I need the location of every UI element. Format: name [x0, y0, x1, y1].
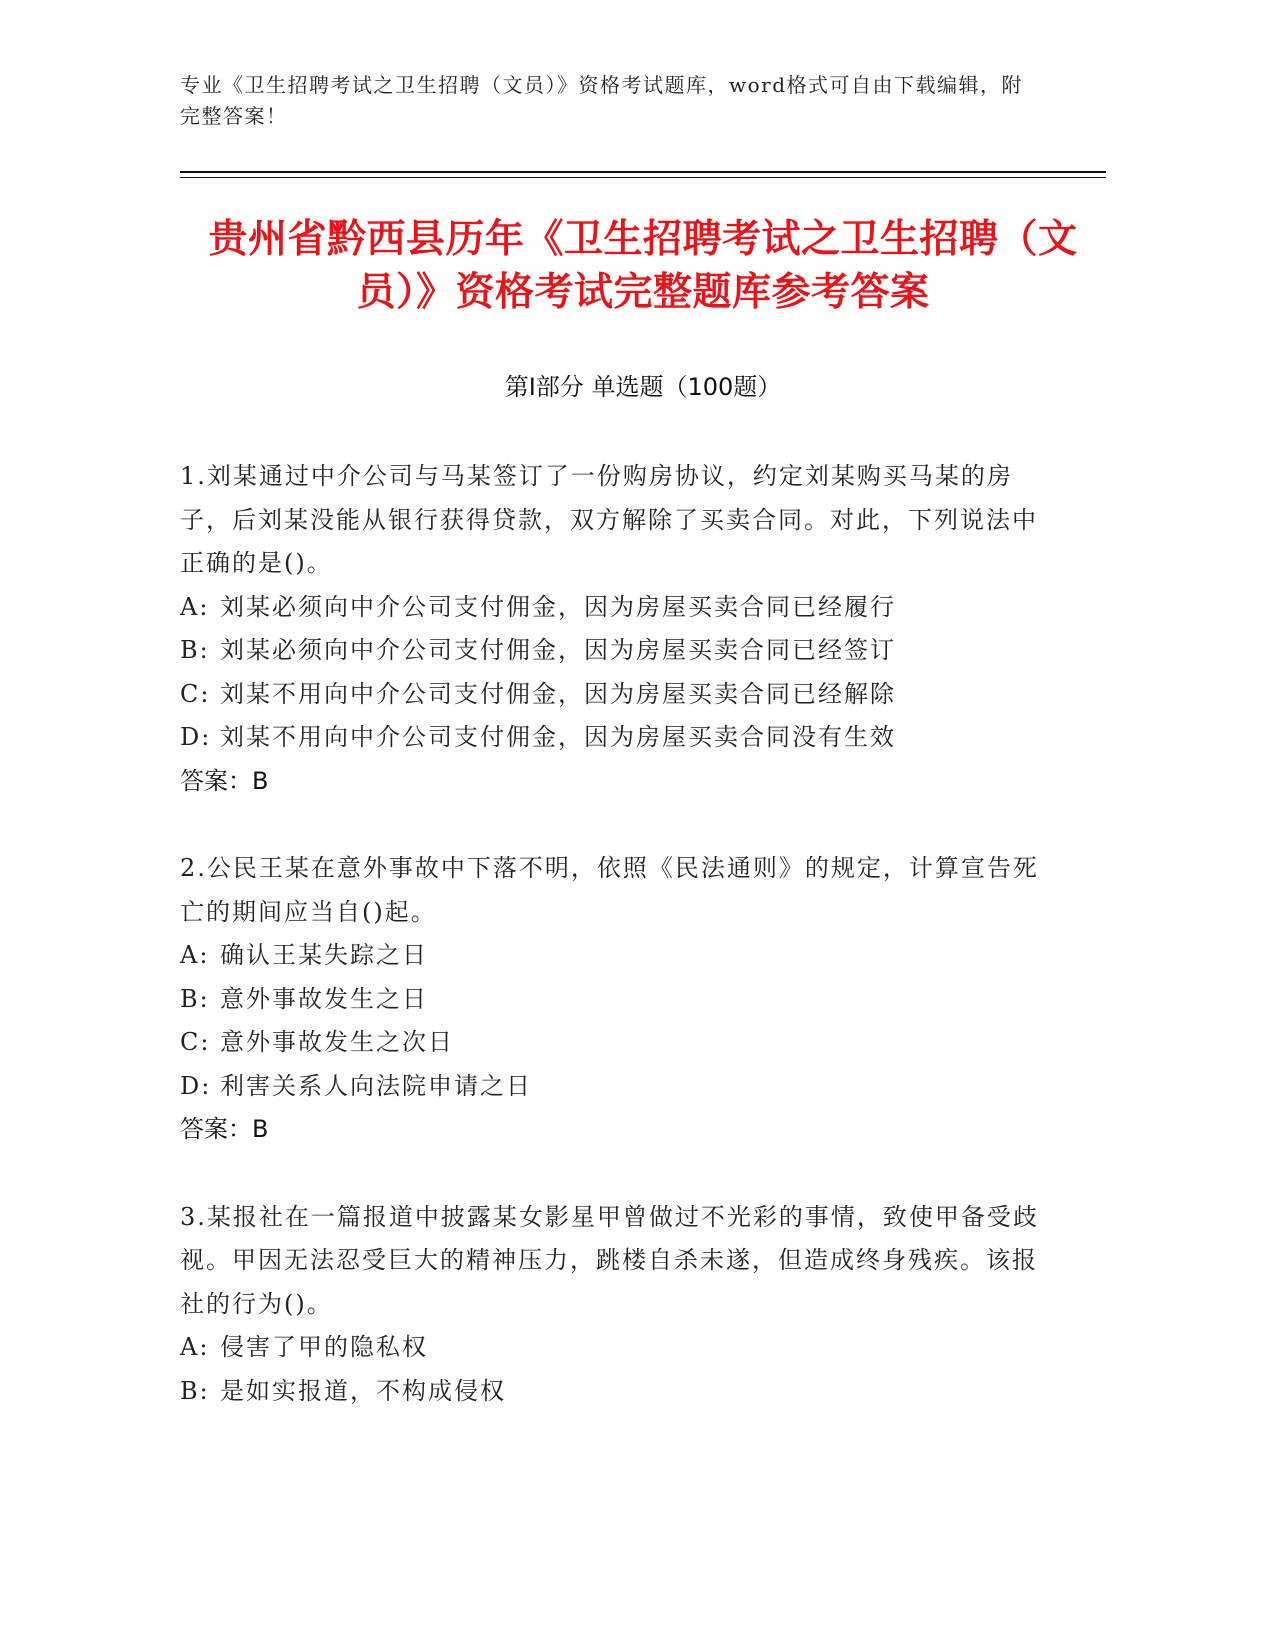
option-text: 刘某必须向中介公司支付佣金，因为房屋买卖合同已经履行 — [220, 592, 896, 621]
option-text: 刘某必须向中介公司支付佣金，因为房屋买卖合同已经签订 — [220, 636, 896, 664]
option-a — [180, 586, 1040, 630]
option-letter: D: — [180, 723, 212, 751]
option-text: 意外事故发生之次日 — [220, 1028, 454, 1056]
option-letter: D: — [180, 1071, 212, 1100]
option-text: 利害关系人向法院申请之日 — [220, 1071, 532, 1100]
question-3 — [180, 1196, 1040, 1414]
question-list — [180, 455, 1040, 1457]
option-letter: B: — [180, 636, 210, 664]
option-text: 侵害了甲的隐私权 — [220, 1333, 428, 1361]
option-letter: C: — [180, 679, 211, 708]
option-a — [180, 934, 1040, 978]
option-letter: B: — [180, 984, 210, 1013]
option-a — [180, 1326, 1040, 1370]
option-letter: A: — [180, 1333, 210, 1361]
answer-line: 答案：B — [180, 766, 269, 795]
option-letter: A: — [180, 941, 210, 969]
question-stem: 1.刘某通过中介公司与马某签订了一份购房协议，约定刘某购买马某的房子，后刘某没能从银行获得贷款，双方解除了买卖合同。对此，下列说法中正确的是()。 — [180, 462, 1038, 577]
header-divider — [180, 171, 1106, 178]
document-title: 贵州省黔西县历年《卫生招聘考试之卫生招聘（文员）》资格考试完整题库参考答案 — [208, 217, 1078, 315]
option-text: 刘某不用向中介公司支付佣金，因为房屋买卖合同已经解除 — [220, 679, 896, 708]
option-text: 刘某不用向中介公司支付佣金，因为房屋买卖合同没有生效 — [220, 723, 896, 751]
option-d — [180, 1065, 1040, 1109]
option-b — [180, 1370, 1040, 1414]
question-1 — [180, 455, 1040, 803]
option-text: 意外事故发生之日 — [220, 984, 428, 1013]
option-letter: A: — [180, 592, 210, 621]
question-stem: 3.某报社在一篇报道中披露某女影星甲曾做过不光彩的事情，致使甲备受歧视。甲因无法忍受巨大的精神压力，跳楼自杀未遂，但造成终身残疾。该报社的行为()。 — [180, 1202, 1039, 1318]
option-d — [180, 716, 1040, 760]
option-text: 是如实报道，不构成侵权 — [220, 1376, 506, 1405]
option-letter: B: — [180, 1376, 210, 1405]
option-c — [180, 673, 1040, 717]
question-2 — [180, 847, 1040, 1152]
option-b — [180, 978, 1040, 1022]
option-c — [180, 1021, 1040, 1065]
question-stem: 2.公民王某在意外事故中下落不明，依照《民法通则》的规定，计算宣告死亡的期间应当自()起。 — [180, 854, 1039, 926]
answer-line: 答案：B — [180, 1115, 269, 1143]
option-text: 确认王某失踪之日 — [220, 941, 428, 969]
section-title: 第I部分 单选题（100题） — [504, 373, 782, 401]
option-b — [180, 629, 1040, 673]
option-letter: C: — [180, 1028, 211, 1056]
header-note: 专业《卫生招聘考试之卫生招聘（文员）》资格考试题库，word格式可自由下载编辑，附完整答案！ — [180, 73, 1024, 128]
